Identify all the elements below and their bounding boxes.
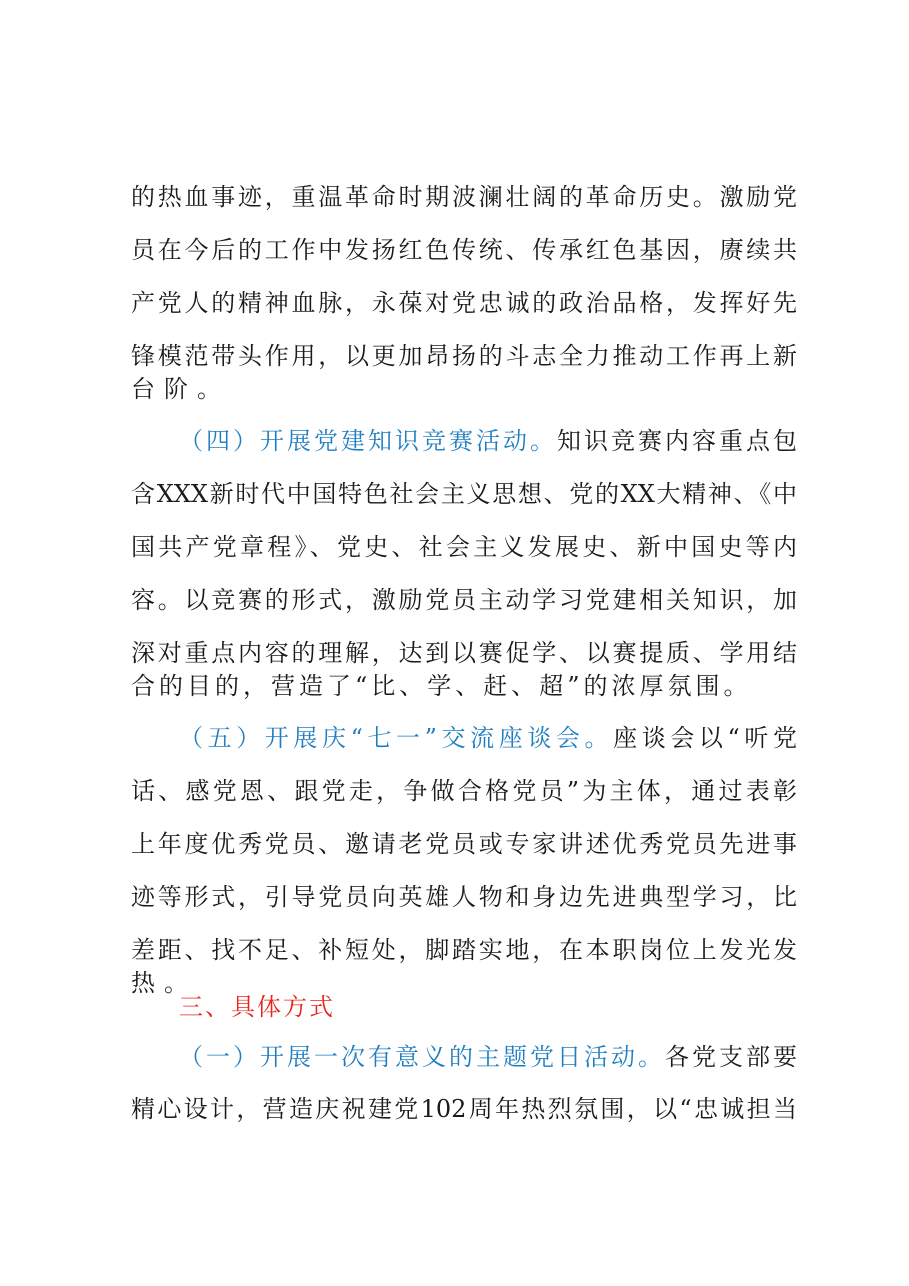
body-line: 锋模范带头作用，以更加昂扬的斗志全力推动工作再上新	[131, 342, 797, 370]
body-line: 含XXX新时代中国特色社会主义思想、党的XX大精神、《中	[131, 480, 797, 508]
body-line: 话、感党恩、跟党走，争做合格党员”为主体，通过表彰	[131, 777, 797, 805]
body-line: 容。以竞赛的形式，激励党员主动学习党建相关知识，加	[131, 586, 797, 614]
body-text: 座谈会以“听党	[613, 724, 797, 752]
section-heading: 三、具体方式	[179, 993, 335, 1021]
body-line: 深对重点内容的理解，达到以赛促学、以赛提质、学用结	[131, 639, 797, 667]
body-line: 的热血事迹，重温革命时期波澜壮阔的革命历史。激励党	[131, 183, 797, 211]
body-line: 精心设计，营造庆祝建党102周年热烈氛围，以“忠诚担当	[131, 1095, 797, 1123]
body-line: 差距、找不足、补短处，脚踏实地，在本职岗位上发光发	[131, 936, 797, 964]
body-line: 产党人的精神血脉，永葆对党忠诚的政治品格，发挥好先	[131, 289, 797, 317]
subheading: （四）开展党建知识竞赛活动。	[179, 427, 557, 455]
body-line: 台阶。	[131, 375, 230, 403]
body-line: 国共产党章程》、党史、社会主义发展史、新中国史等内	[131, 533, 797, 561]
body-line: 上年度优秀党员、邀请老党员或专家讲述优秀党员先进事	[131, 830, 797, 858]
body-line: 合的目的，营造了“比、学、赶、超”的浓厚氛围。	[131, 672, 752, 700]
body-line: 员在今后的工作中发扬红色传统、传承红色基因，赓续共	[131, 236, 797, 264]
subheading: （一）开展一次有意义的主题党日活动。	[179, 1043, 665, 1071]
body-line: 热。	[131, 969, 197, 997]
paragraph-first-line	[179, 718, 797, 758]
paragraph-first-line	[179, 421, 797, 461]
body-line: 迹等形式，引导党员向英雄人物和身边先进典型学习，比	[131, 883, 797, 911]
paragraph-first-line	[179, 1037, 797, 1077]
body-text: 知识竞赛内容重点包	[557, 427, 797, 455]
body-text: 各党支部要	[665, 1043, 797, 1071]
subheading: （五）开展庆“七一”交流座谈会。	[179, 724, 614, 752]
